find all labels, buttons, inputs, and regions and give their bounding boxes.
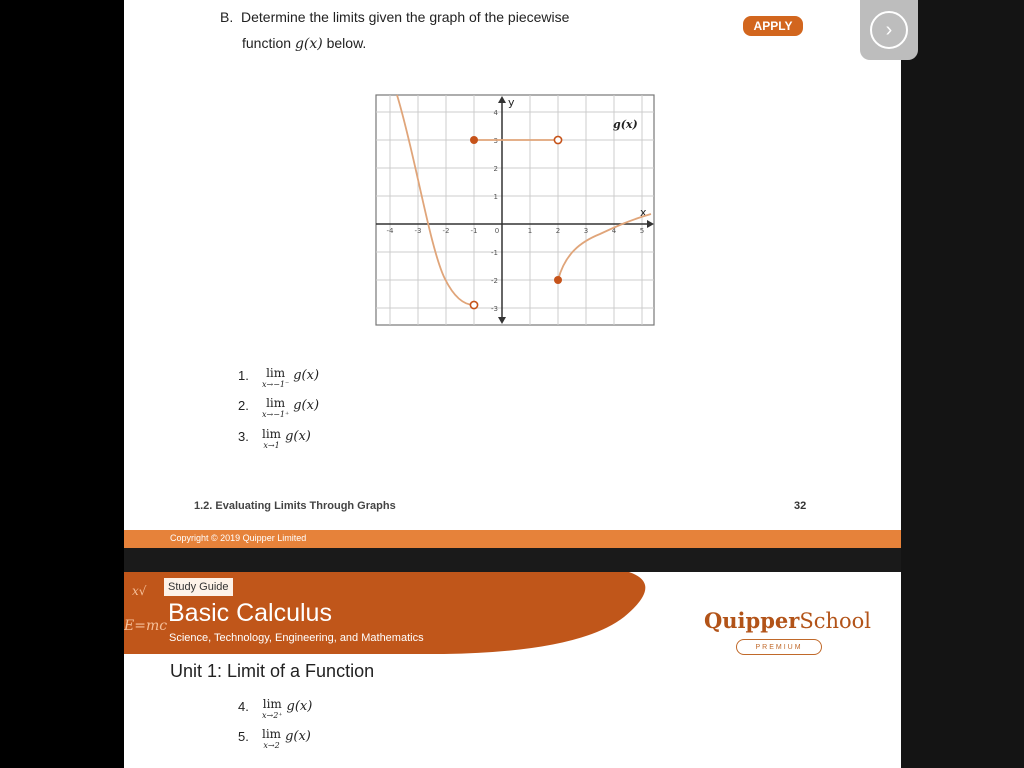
x-tick: -3 — [414, 227, 422, 235]
limit-operator — [262, 396, 289, 419]
lim-subscript: x→2 — [263, 741, 280, 750]
x-tick: 1 — [527, 227, 533, 235]
closed-point — [470, 136, 478, 144]
limit-operator — [262, 427, 281, 450]
lim-word: lim — [266, 396, 286, 410]
page-number: 32 — [794, 500, 807, 512]
item-number: 5. — [238, 729, 249, 744]
logo-light: School — [799, 609, 872, 633]
closed-point — [554, 276, 562, 284]
lim-word: lim — [266, 366, 286, 380]
viewer-side-panel — [901, 0, 1024, 768]
y-tick: 3 — [493, 137, 498, 145]
x-tick: 0 — [494, 227, 500, 235]
function-label: g(x) — [613, 118, 638, 131]
x-tick: -4 — [386, 227, 394, 235]
open-point — [554, 136, 561, 143]
study-guide-badge: Study Guide — [164, 578, 233, 596]
math-decoration: E=mc — [124, 618, 168, 634]
chevron-right-icon: › — [870, 11, 908, 49]
y-tick: 1 — [493, 193, 498, 201]
lim-subscript: x→1 — [263, 441, 280, 450]
course-title: Basic Calculus — [168, 599, 332, 627]
lim-word: lim — [262, 427, 282, 441]
y-tick: 4 — [493, 109, 498, 117]
y-tick: -3 — [491, 305, 498, 313]
limit-function: g(x) — [285, 729, 311, 744]
next-page-button[interactable] — [860, 0, 918, 60]
x-tick: 4 — [611, 227, 617, 235]
lim-word: lim — [262, 697, 282, 711]
premium-badge: PREMIUM — [736, 639, 822, 655]
y-axis-label: y — [508, 96, 515, 109]
piecewise-graph — [375, 94, 655, 326]
limit-operator — [262, 366, 289, 389]
lim-subscript: x→−1⁻ — [262, 380, 290, 389]
x-tick: 3 — [583, 227, 589, 235]
question-fn: g(x) — [294, 36, 323, 52]
course-subtitle: Science, Technology, Engineering, and Mathematics — [169, 632, 424, 644]
limit-operator — [262, 697, 283, 720]
x-tick: -2 — [442, 227, 450, 235]
limit-function: g(x) — [286, 699, 313, 714]
copyright-text: Copyright © 2019 Quipper Limited — [170, 533, 307, 543]
item-number: 2. — [238, 398, 249, 413]
x-axis-label: x — [640, 206, 647, 219]
y-tick: -2 — [491, 277, 498, 285]
y-tick: 2 — [493, 165, 498, 173]
limit-question-4 — [238, 697, 312, 720]
document-page — [124, 0, 901, 768]
x-tick: 5 — [639, 227, 645, 235]
y-tick: -1 — [491, 249, 498, 257]
item-number: 3. — [238, 429, 249, 444]
page-break — [124, 548, 901, 572]
limit-question-5 — [238, 727, 311, 750]
copyright-bar — [124, 530, 901, 548]
apply-badge: APPLY — [743, 16, 803, 36]
question-line2-pre: function — [242, 35, 295, 51]
limit-function: g(x) — [285, 429, 311, 444]
item-number: 4. — [238, 699, 249, 714]
quipper-school-logo — [704, 608, 871, 633]
x-tick: 2 — [555, 227, 561, 235]
unit-title: Unit 1: Limit of a Function — [170, 661, 375, 681]
limit-question-1 — [238, 366, 319, 389]
question-text — [220, 4, 640, 57]
math-decoration: x√ — [132, 584, 147, 598]
item-number: 1. — [238, 368, 249, 383]
question-line1: Determine the limits given the graph of the piecewise — [241, 9, 570, 25]
question-letter: B. — [220, 9, 234, 25]
limit-function: g(x) — [293, 368, 320, 383]
logo-bold: Quipper — [704, 608, 800, 633]
lim-word: lim — [262, 727, 282, 741]
open-point — [470, 301, 477, 308]
lim-subscript: x→2⁺ — [262, 711, 283, 720]
x-tick: -1 — [470, 227, 478, 235]
footer-section-title: 1.2. Evaluating Limits Through Graphs — [194, 500, 396, 512]
limit-function: g(x) — [293, 398, 320, 413]
question-line2-post: below. — [322, 35, 367, 51]
limit-question-2 — [238, 396, 319, 419]
lim-subscript: x→−1⁺ — [262, 410, 290, 419]
limit-operator — [262, 727, 281, 750]
limit-question-3 — [238, 427, 311, 450]
